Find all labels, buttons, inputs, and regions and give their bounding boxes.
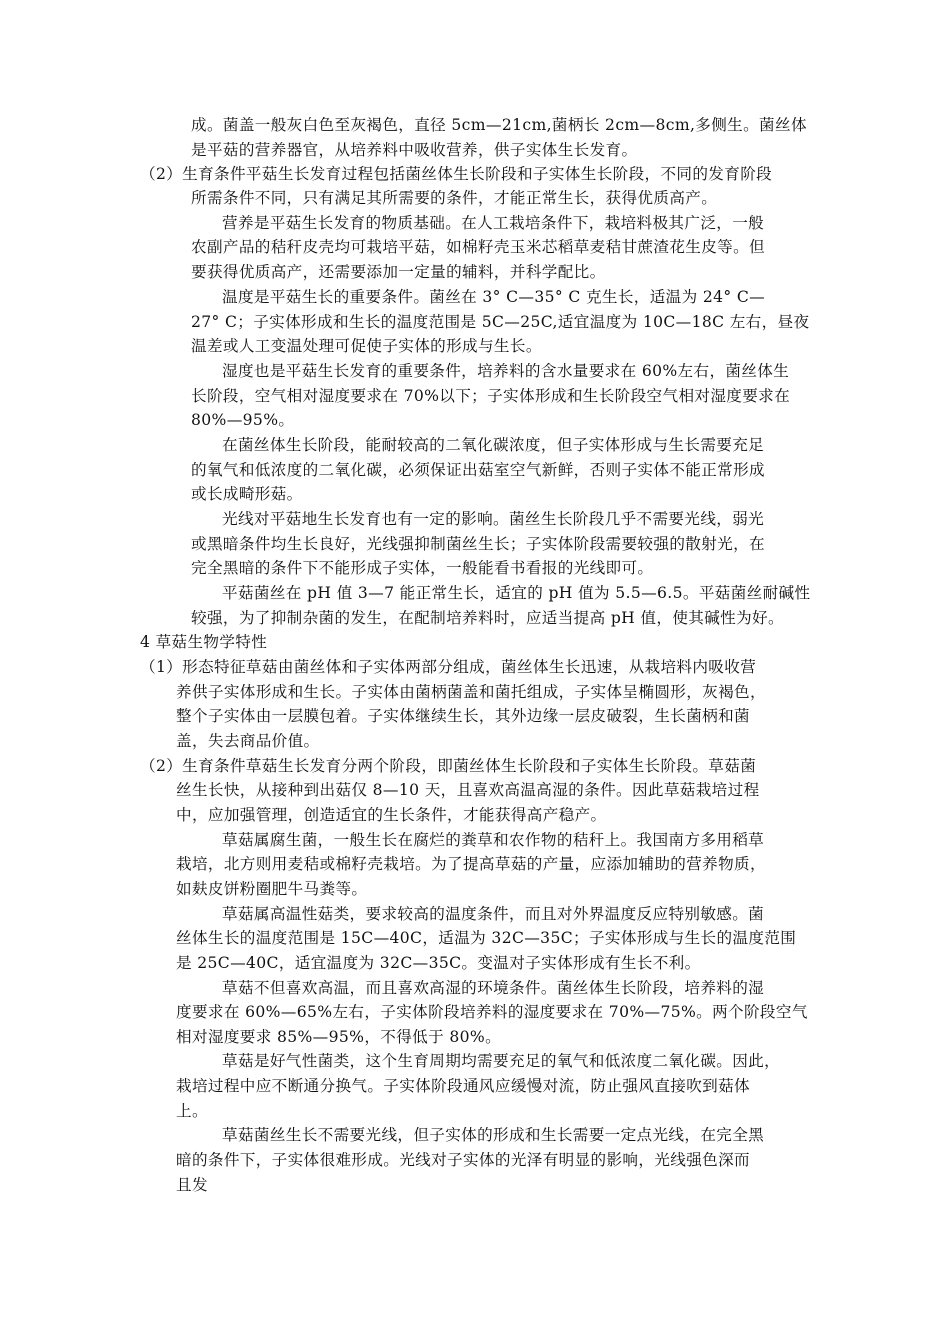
text-line: 栽培过程中应不断通分换气。子实体阶段通风应缓慢对流，防止强风直接吹到菇体 bbox=[176, 1077, 750, 1095]
text-line: 或长成畸形菇。 bbox=[191, 485, 303, 503]
text-line: 养供子实体形成和生长。子实体由菌柄菌盖和菌托组成，子实体呈椭圆形，灰褐色， bbox=[176, 683, 766, 701]
text-line: 在菌丝体生长阶段，能耐较高的二氧化碳浓度，但子实体形成与生长需要充足 bbox=[222, 436, 765, 454]
text-line: 是 25C—40C，适宜温度为 32C—35C。变温对子实体形成有生长不利。 bbox=[176, 954, 701, 972]
text-line: 上。 bbox=[176, 1102, 208, 1120]
text-line: 且发 bbox=[176, 1176, 208, 1194]
text-line: 度要求在 60%—65%左右，子实体阶段培养料的湿度要求在 70%—75%。两个阶段空气 bbox=[176, 1003, 808, 1021]
text-line: 完全黑暗的条件下不能形成子实体，一般能看书看报的光线即可。 bbox=[191, 559, 654, 577]
text-line: 整个子实体由一层膜包着。子实体继续生长，其外边缘一层皮破裂，生长菌柄和菌 bbox=[176, 707, 750, 725]
text-line: 丝生长快，从接种到出菇仅 8—10 天，且喜欢高温高湿的条件。因此草菇栽培过程 bbox=[176, 781, 760, 799]
text-line: 温差或人工变温处理可促使子实体的形成与生长。 bbox=[191, 337, 542, 355]
text-line: 所需条件不同，只有满足其所需要的条件，才能正常生长，获得优质高产。 bbox=[191, 189, 718, 207]
text-line: 平菇菌丝在 pH 值 3—7 能正常生长，适宜的 pH 值为 5.5—6.5。平菇菌丝耐碱性 bbox=[222, 584, 811, 602]
text-line: 丝体生长的温度范围是 15C—40C，适温为 32C—35C；子实体形成与生长的温度范围 bbox=[176, 929, 797, 947]
text-line: 草菇属高温性菇类，要求较高的温度条件，而且对外界温度反应特别敏感。菌 bbox=[222, 905, 765, 923]
text-line: 盖，失去商品价值。 bbox=[176, 732, 320, 750]
text-line: 农副产品的秸秆皮壳均可栽培平菇，如棉籽壳玉米芯稻草麦秸甘蔗渣花生皮等。但 bbox=[191, 238, 765, 256]
text-line: 暗的条件下，子实体很难形成。光线对子实体的光泽有明显的影响，光线强色深而 bbox=[176, 1151, 750, 1169]
text-line: 草菇不但喜欢高温，而且喜欢高湿的环境条件。菌丝体生长阶段，培养料的湿 bbox=[222, 979, 765, 997]
text-line: 栽培，北方则用麦秸或棉籽壳栽培。为了提高草菇的产量，应添加辅助的营养物质， bbox=[176, 855, 766, 873]
text-line: 较强，为了抑制杂菌的发生，在配制培养料时，应适当提高 pH 值，使其碱性为好。 bbox=[191, 609, 784, 627]
text-line: 营养是平菇生长发育的物质基础。在人工栽培条件下，栽培料极其广泛，一般 bbox=[222, 214, 765, 232]
text-line: 成。菌盖一般灰白色至灰褐色，直径 5cm—21cm,菌柄长 2cm—8cm,多侧生。菌丝体 bbox=[191, 116, 807, 134]
text-line: 草菇菌丝生长不需要光线，但子实体的形成和生长需要一定点光线，在完全黑 bbox=[222, 1126, 765, 1144]
text-line: 如麸皮饼粉圈肥牛马粪等。 bbox=[176, 880, 368, 898]
text-line: 27° C；子实体形成和生长的温度范围是 5C—25C,适宜温度为 10C—18C 左右，昼夜 bbox=[191, 313, 810, 331]
text-line: （2）生育条件平菇生长发育过程包括菌丝体生长阶段和子实体生长阶段，不同的发育阶段 bbox=[140, 165, 773, 183]
text-line: 湿度也是平菇生长发育的重要条件，培养料的含水量要求在 60%左右，菌丝体生 bbox=[222, 362, 790, 380]
text-line: 中，应加强管理，创造适宜的生长条件，才能获得高产稳产。 bbox=[176, 806, 607, 824]
text-line: 的氧气和低浓度的二氧化碳，必须保证出菇室空气新鲜，否则子实体不能正常形成 bbox=[191, 461, 765, 479]
text-line: 长阶段，空气相对湿度要求在 70%以下；子实体形成和生长阶段空气相对湿度要求在 bbox=[191, 387, 791, 405]
text-line: 80%—95%。 bbox=[191, 411, 295, 429]
text-line: 草菇属腐生菌，一般生长在腐烂的粪草和农作物的秸秆上。我国南方多用稻草 bbox=[222, 831, 765, 849]
text-line: 要获得优质高产，还需要添加一定量的辅料，并科学配比。 bbox=[191, 263, 606, 281]
text-line: 温度是平菇生长的重要条件。菌丝在 3° C—35° C 克生长，适温为 24° C— bbox=[222, 288, 766, 306]
text-line: 相对湿度要求 85%—95%，不得低于 80%。 bbox=[176, 1028, 502, 1046]
text-line: 是平菇的营养器官，从培养料中吸收营养，供子实体生长发育。 bbox=[191, 141, 638, 159]
text-line: 或黑暗条件均生长良好，光线强抑制菌丝生长；子实体阶段需要较强的散射光，在 bbox=[191, 535, 765, 553]
text-line: 光线对平菇地生长发育也有一定的影响。菌丝生长阶段几乎不需要光线，弱光 bbox=[222, 510, 765, 528]
text-line: （2）生育条件草菇生长发育分两个阶段，即菌丝体生长阶段和子实体生长阶段。草菇菌 bbox=[140, 757, 757, 775]
section-heading: 4 草菇生物学特性 bbox=[140, 633, 268, 651]
text-line: （1）形态特征草菇由菌丝体和子实体两部分组成，菌丝体生长迅速，从栽培料内吸收营 bbox=[140, 658, 757, 676]
text-line: 草菇是好气性菌类，这个生育周期均需要充足的氧气和低浓度二氧化碳。因此， bbox=[222, 1052, 781, 1070]
